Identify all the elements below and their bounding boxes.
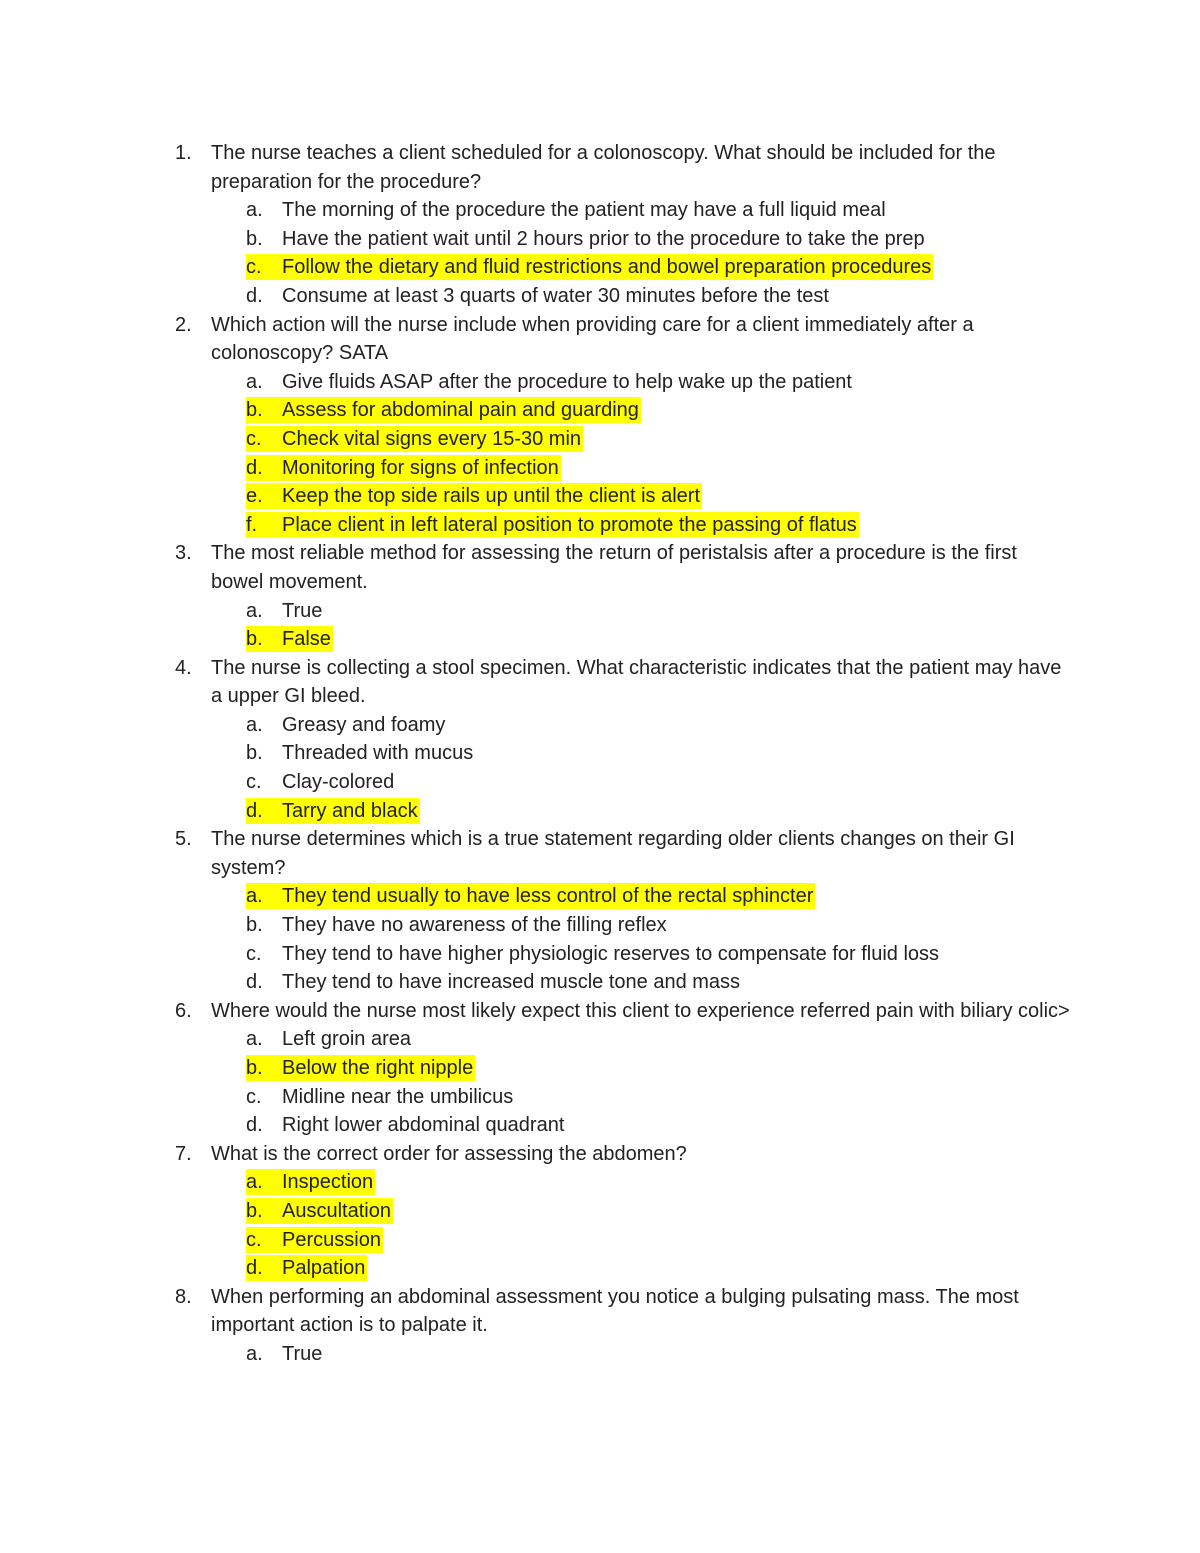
option-text: They tend to have increased muscle tone and mass [282,971,741,994]
option-letter: a. [246,1342,263,1365]
answer-option [0,196,1200,225]
option-letter: c. [246,771,262,794]
option-list [0,1168,1200,1282]
answer-option [0,597,1200,626]
question-text: Where would the nurse most likely expect this client to experience referred pain with biliary colic> [211,999,1070,1022]
question-number: 5. [175,828,192,851]
question-item [0,825,1200,997]
option-text: They tend to have higher physiologic reserves to compensate for fluid loss [282,942,940,965]
answer-option [0,768,1200,797]
answer-option [0,1111,1200,1140]
option-letter: a. [246,1028,263,1051]
question-text: What is the correct order for assessing the abdomen? [211,1142,687,1165]
answer-option [0,454,1200,483]
answer-option [0,911,1200,940]
question-item [0,139,1200,311]
option-text: Below the right nipple [282,1057,474,1079]
option-text: Consume at least 3 quarts of water 30 minutes before the test [282,284,829,307]
answer-option [0,1197,1200,1226]
option-letter: a. [246,370,263,393]
answer-option [0,711,1200,740]
question-item [0,311,1200,540]
question-number: 3. [175,542,192,565]
question-item [0,654,1200,826]
option-letter: a. [246,713,263,736]
answer-option [0,797,1200,826]
answer-option [0,482,1200,511]
option-letter: b. [246,914,263,937]
option-text: The morning of the procedure the patient may have a full liquid meal [282,199,886,222]
option-text: Right lower abdominal quadrant [282,1114,565,1137]
question-text: Which action will the nurse include when providing care for a client immediately after a colonoscopy? SATA [211,313,974,365]
answer-option [0,1054,1200,1083]
option-letter: a. [246,199,263,222]
answer-option [0,396,1200,425]
answer-option [0,1083,1200,1112]
option-list [0,1340,1200,1369]
option-text: They have no awareness of the filling reflex [282,914,667,937]
option-letter: a. [246,1171,263,1194]
option-text: Monitoring for signs of infection [282,456,559,479]
option-list [0,882,1200,996]
option-text: Keep the top side rails up until the client is alert [282,485,701,508]
question-number: 6. [175,999,192,1022]
question-number: 7. [175,1142,192,1165]
question-number: 8. [175,1285,192,1308]
question-item [0,1283,1200,1369]
question-text: The most reliable method for assessing the return of peristalsis after a procedure is the first bowel movement. [211,542,1017,593]
option-letter: c. [246,427,262,450]
answer-option [0,1025,1200,1054]
option-letter: f. [246,513,258,536]
answer-option [0,968,1200,997]
option-text: Inspection [282,1171,374,1194]
answer-option [0,1340,1200,1369]
answer-option [0,282,1200,311]
question-text: The nurse is collecting a stool specimen. What characteristic indicates that the patient may have a upper GI bleed. [211,656,1062,708]
option-text: Tarry and black [282,799,418,822]
answer-option [0,1254,1200,1283]
option-text: Midline near the umbilicus [282,1085,514,1108]
question-item [0,539,1200,653]
option-text: Threaded with mucus [282,742,474,765]
answer-option [0,625,1200,654]
option-letter: a. [246,885,263,908]
option-letter: d. [246,1257,263,1280]
option-text: They tend usually to have less control of the rectal sphincter [282,885,814,908]
answer-option [0,253,1200,282]
option-letter: d. [246,456,263,479]
question-text: The nurse determines which is a true statement regarding older clients changes on their GI system? [211,828,1015,879]
option-text: Percussion [282,1228,381,1251]
option-letter: d. [246,971,263,994]
option-letter: b. [246,628,263,651]
option-letter: d. [246,284,263,307]
question-number: 1. [175,142,192,164]
answer-option [0,368,1200,397]
option-letter: c. [246,256,262,279]
question-item [0,997,1200,1140]
question-number: 2. [175,313,192,336]
question-text: The nurse teaches a client scheduled for a colonoscopy. What should be included for the preparation for the procedure? [211,142,996,193]
option-list [0,597,1200,654]
option-list [0,711,1200,825]
option-letter: a. [246,599,263,622]
answer-option [0,425,1200,454]
option-letter: d. [246,1114,263,1137]
option-text: Check vital signs every 15-30 min [282,427,582,450]
option-text: Palpation [282,1257,366,1280]
question-text: When performing an abdominal assessment you notice a bulging pulsating mass. The most important action is to palpate it. [211,1285,1019,1337]
answer-option [0,1226,1200,1255]
option-text: Follow the dietary and fluid restrictions and bowel preparation procedures [282,256,932,279]
question-number: 4. [175,656,192,679]
option-letter: b. [246,227,263,250]
answer-option [0,882,1200,911]
option-text: Greasy and foamy [282,713,446,736]
option-letter: c. [246,942,262,965]
option-text: Place client in left lateral position to promote the passing of flatus [282,513,857,536]
option-text: Clay-colored [282,771,395,794]
option-list [0,196,1200,310]
answer-option [0,225,1200,254]
answer-option [0,940,1200,969]
option-letter: c. [246,1228,262,1251]
option-text: True [282,1342,323,1365]
option-letter: b. [246,1057,263,1079]
option-text: False [282,628,331,651]
option-text: Give fluids ASAP after the procedure to help wake up the patient [282,370,852,393]
option-text: Left groin area [282,1028,411,1051]
question-list [0,139,1200,1369]
answer-option [0,1168,1200,1197]
answer-option [0,739,1200,768]
option-letter: c. [246,1085,262,1108]
option-text: True [282,599,323,622]
option-letter: d. [246,799,263,822]
option-letter: e. [246,485,263,508]
answer-option [0,511,1200,540]
option-list [0,1025,1200,1139]
question-item [0,1140,1200,1283]
option-text: Assess for abdominal pain and guarding [282,399,639,422]
option-text: Auscultation [282,1199,391,1222]
option-list [0,368,1200,540]
option-letter: b. [246,1199,263,1222]
option-text: Have the patient wait until 2 hours prior to the procedure to take the prep [282,227,925,250]
option-letter: b. [246,399,263,422]
option-letter: b. [246,742,263,765]
